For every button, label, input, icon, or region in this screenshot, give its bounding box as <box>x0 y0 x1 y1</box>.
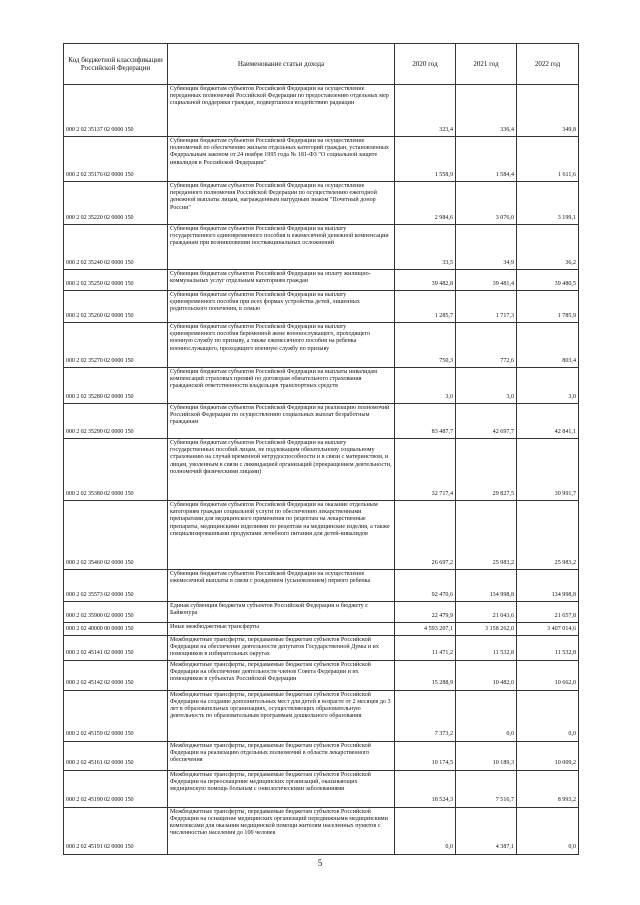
value-2021-cell: 10 482,0 <box>456 660 517 690</box>
value-2021-cell: 336,4 <box>456 85 517 137</box>
name-cell: Иные межбюджетные трансферты <box>168 623 395 636</box>
name-cell: Субвенции бюджетам субъектов Российской Федерации на осуществление ежемесячной выплаты в связи с рождением (усыновлением) первого ребенка <box>168 570 395 602</box>
value-2020-cell: 26 697,2 <box>395 501 456 570</box>
name-cell: Межбюджетные трансферты, передаваемые бюджетам субъектов Российской Федерации на оснащение медицинских организаций передвижными медицинскими комплексами для оказания медицинской помощи жителям населенных пунктов с численностью населения до 100 человек <box>168 807 395 854</box>
code-cell: 000 2 02 35240 02 0000 150 <box>64 225 168 270</box>
value-2022-cell: 36,2 <box>517 225 579 270</box>
code-cell: 000 2 02 35573 02 0000 150 <box>64 570 168 602</box>
table-row <box>64 660 579 690</box>
code-cell: 000 2 02 35380 02 0000 150 <box>64 439 168 501</box>
budget-table-sheet <box>63 43 578 855</box>
value-2020-cell: 10 174,5 <box>395 741 456 770</box>
code-cell: 000 2 02 35220 02 0000 150 <box>64 182 168 225</box>
value-2021-cell: 34,9 <box>456 225 517 270</box>
table-row <box>64 501 579 570</box>
value-2022-cell: 42 841,1 <box>517 404 579 439</box>
name-cell: Субвенции бюджетам субъектов Российской Федерации на осуществление переданных полномочий Российской Федерации по предоставлению отдельных мер социальной поддержки граждан, подвергшихся воздействию радиации <box>168 85 395 137</box>
table-row <box>64 291 579 323</box>
table-row <box>64 137 579 182</box>
value-2020-cell: 15 288,9 <box>395 660 456 690</box>
value-2021-cell: 11 532,8 <box>456 636 517 661</box>
code-cell: 000 2 02 35460 02 0000 150 <box>64 501 168 570</box>
value-2021-cell: 42 697,7 <box>456 404 517 439</box>
header-code: Код бюджетной классификации Российской Федерации <box>64 44 168 85</box>
value-2021-cell: 772,6 <box>456 323 517 368</box>
value-2020-cell: 18 524,3 <box>395 770 456 807</box>
value-2022-cell: 39 480,5 <box>517 270 579 291</box>
value-2022-cell: 803,4 <box>517 323 579 368</box>
name-cell: Единая субвенция бюджетам субъектов Российской Федерации и бюджету г. Байконура <box>168 602 395 623</box>
code-cell: 000 2 02 35137 02 0000 150 <box>64 85 168 137</box>
header-2022: 2022 год <box>517 44 579 85</box>
value-2021-cell: 3 076,0 <box>456 182 517 225</box>
value-2020-cell: 323,4 <box>395 85 456 137</box>
table-row <box>64 636 579 661</box>
name-cell: Межбюджетные трансферты, передаваемые бюджетам субъектов Российской Федерации на реализацию отдельных полномочий в области лекарственного обеспечения <box>168 741 395 770</box>
value-2020-cell: 3,0 <box>395 368 456 404</box>
value-2021-cell: 134 998,8 <box>456 570 517 602</box>
table-row <box>64 570 579 602</box>
value-2022-cell: 349,8 <box>517 85 579 137</box>
value-2022-cell: 11 532,8 <box>517 636 579 661</box>
value-2020-cell: 32 717,4 <box>395 439 456 501</box>
value-2022-cell: 3 407 014,6 <box>517 623 579 636</box>
code-cell: 000 2 02 35900 02 0000 150 <box>64 602 168 623</box>
name-cell: Субвенции бюджетам субъектов Российской Федерации на оказание отдельным категориям граждан социальной услуги по обеспечению лекарственными препаратами для медицинского применения по рецептам на лекарственные препараты, медицинскими изделиями по рецептам на медицинские изделия, а также специализированными продуктами лечебного питания для детей-инвалидов <box>168 501 395 570</box>
value-2020-cell: 0,0 <box>395 807 456 854</box>
table-header-row <box>64 44 579 85</box>
code-cell: 000 2 02 40000 00 0000 150 <box>64 623 168 636</box>
table-row <box>64 623 579 636</box>
code-cell: 000 2 02 45141 02 0000 150 <box>64 636 168 661</box>
name-cell: Межбюджетные трансферты, передаваемые бюджетам субъектов Российской Федерации на создание дополнительных мест для детей в возрасте от 2 месяцев до 3 лет в образовательных организациях, осуществляющих образовательную деятельность по образовательным программам дошкольного образования <box>168 690 395 741</box>
value-2020-cell: 1 285,7 <box>395 291 456 323</box>
value-2020-cell: 4 593 207,1 <box>395 623 456 636</box>
value-2020-cell: 92 470,6 <box>395 570 456 602</box>
value-2021-cell: 3 158 262,0 <box>456 623 517 636</box>
page-number: 5 <box>317 858 323 868</box>
value-2021-cell: 0,0 <box>456 690 517 741</box>
table-row <box>64 807 579 854</box>
table-row <box>64 85 579 137</box>
name-cell: Субвенции бюджетам субъектов Российской Федерации на осуществление полномочий по обеспечению жильем отдельных категорий граждан, установленных Федеральным законом от 24 ноября 1995 года № 181-ФЗ "О социальной защите инвалидов в Российской Федерации" <box>168 137 395 182</box>
table-row <box>64 439 579 501</box>
code-cell: 000 2 02 35176 02 0000 150 <box>64 137 168 182</box>
table-row <box>64 225 579 270</box>
budget-revenue-table <box>63 43 579 855</box>
value-2022-cell: 1 785,9 <box>517 291 579 323</box>
value-2022-cell: 3 199,1 <box>517 182 579 225</box>
value-2021-cell: 3,0 <box>456 368 517 404</box>
value-2022-cell: 1 611,6 <box>517 137 579 182</box>
value-2022-cell: 8 993,2 <box>517 770 579 807</box>
value-2022-cell: 3,0 <box>517 368 579 404</box>
value-2022-cell: 30 991,7 <box>517 439 579 501</box>
value-2021-cell: 7 516,7 <box>456 770 517 807</box>
code-cell: 000 2 02 45161 02 0000 150 <box>64 741 168 770</box>
code-cell: 000 2 02 35280 02 0000 150 <box>64 368 168 404</box>
code-cell: 000 2 02 45159 02 0000 150 <box>64 690 168 741</box>
table-row <box>64 323 579 368</box>
value-2022-cell: 25 983,2 <box>517 501 579 570</box>
value-2020-cell: 750,3 <box>395 323 456 368</box>
code-cell: 000 2 02 35260 02 0000 150 <box>64 291 168 323</box>
name-cell: Субвенции бюджетам субъектов Российской Федерации на оплату жилищно-коммунальных услуг отдельным категориям граждан <box>168 270 395 291</box>
value-2022-cell: 0,0 <box>517 690 579 741</box>
value-2020-cell: 83 487,7 <box>395 404 456 439</box>
name-cell: Субвенции бюджетам субъектов Российской Федерации на выплату государственного единовременного пособия и ежемесячной денежной компенсации гражданам при возникновении поствакцинальных осложнений <box>168 225 395 270</box>
value-2021-cell: 1 717,3 <box>456 291 517 323</box>
code-cell: 000 2 02 45142 02 0000 150 <box>64 660 168 690</box>
value-2021-cell: 29 827,5 <box>456 439 517 501</box>
header-2020: 2020 год <box>395 44 456 85</box>
value-2021-cell: 1 584,4 <box>456 137 517 182</box>
value-2021-cell: 4 387,1 <box>456 807 517 854</box>
value-2020-cell: 1 558,9 <box>395 137 456 182</box>
name-cell: Межбюджетные трансферты, передаваемые бюджетам субъектов Российской Федерации на переоснащение медицинских организаций, оказывающих медицинскую помощь больным с онкологическими заболеваниями <box>168 770 395 807</box>
value-2020-cell: 33,5 <box>395 225 456 270</box>
name-cell: Субвенции бюджетам субъектов Российской Федерации на выплату единовременного пособия беременной жене военнослужащего, проходящего военную службу по призыву, а также ежемесячного пособия на ребенка военнослужащего, проходящего военную службу по призыву <box>168 323 395 368</box>
value-2021-cell: 10 189,3 <box>456 741 517 770</box>
name-cell: Субвенции бюджетам субъектов Российской Федерации на реализацию полномочий Российской Федерации по осуществлению социальных выплат безработным гражданам <box>168 404 395 439</box>
code-cell: 000 2 02 35290 02 0000 150 <box>64 404 168 439</box>
code-cell: 000 2 02 45190 02 0000 150 <box>64 770 168 807</box>
table-row <box>64 368 579 404</box>
value-2020-cell: 22 479,9 <box>395 602 456 623</box>
header-2021: 2021 год <box>456 44 517 85</box>
value-2020-cell: 39 482,8 <box>395 270 456 291</box>
value-2020-cell: 2 984,6 <box>395 182 456 225</box>
code-cell: 000 2 02 45191 02 0000 150 <box>64 807 168 854</box>
value-2022-cell: 0,0 <box>517 807 579 854</box>
table-row <box>64 182 579 225</box>
name-cell: Межбюджетные трансферты, передаваемые бюджетам субъектов Российской Федерации на обеспечение деятельности депутатов Государственной Думы и их помощников в избирательных округах <box>168 636 395 661</box>
name-cell: Субвенции бюджетам субъектов Российской Федерации на выплаты инвалидам компенсаций страховых премий по договорам обязательного страхования гражданской ответственности владельцев транспортных средств <box>168 368 395 404</box>
table-row <box>64 404 579 439</box>
header-name: Наименование статьи дохода <box>168 44 395 85</box>
value-2022-cell: 10 662,0 <box>517 660 579 690</box>
value-2022-cell: 134 998,8 <box>517 570 579 602</box>
name-cell: Субвенции бюджетам субъектов Российской Федерации на осуществление переданного полномочия Российской Федерации по осуществлению ежегодной денежной выплаты лицам, награжденным нагрудным знаком "Почетный донор России" <box>168 182 395 225</box>
value-2020-cell: 11 471,2 <box>395 636 456 661</box>
name-cell: Субвенции бюджетам субъектов Российской Федерации на выплату единовременного пособия при всех формах устройства детей, лишенных родительского попечения, в семью <box>168 291 395 323</box>
value-2022-cell: 21 657,8 <box>517 602 579 623</box>
code-cell: 000 2 02 35250 02 0000 150 <box>64 270 168 291</box>
value-2022-cell: 10 009,2 <box>517 741 579 770</box>
value-2021-cell: 21 043,6 <box>456 602 517 623</box>
value-2021-cell: 25 983,2 <box>456 501 517 570</box>
table-row <box>64 602 579 623</box>
table-row <box>64 270 579 291</box>
name-cell: Субвенции бюджетам субъектов Российской Федерации на выплату государственных пособий лицам, не подлежащим обязательному социальному страхованию на случай временной нетрудоспособности и в связи с материнством, и лицам, уволенным в связи с ликвидацией организаций (прекращением деятельности, полномочий физическими лицами) <box>168 439 395 501</box>
table-row <box>64 741 579 770</box>
table-row <box>64 770 579 807</box>
value-2020-cell: 7 373,2 <box>395 690 456 741</box>
value-2021-cell: 39 481,4 <box>456 270 517 291</box>
name-cell: Межбюджетные трансферты, передаваемые бюджетам субъектов Российской Федерации на обеспечение деятельности членов Совета Федерации и их помощников в субъектах Российской Федерации <box>168 660 395 690</box>
table-row <box>64 690 579 741</box>
code-cell: 000 2 02 35270 02 0000 150 <box>64 323 168 368</box>
